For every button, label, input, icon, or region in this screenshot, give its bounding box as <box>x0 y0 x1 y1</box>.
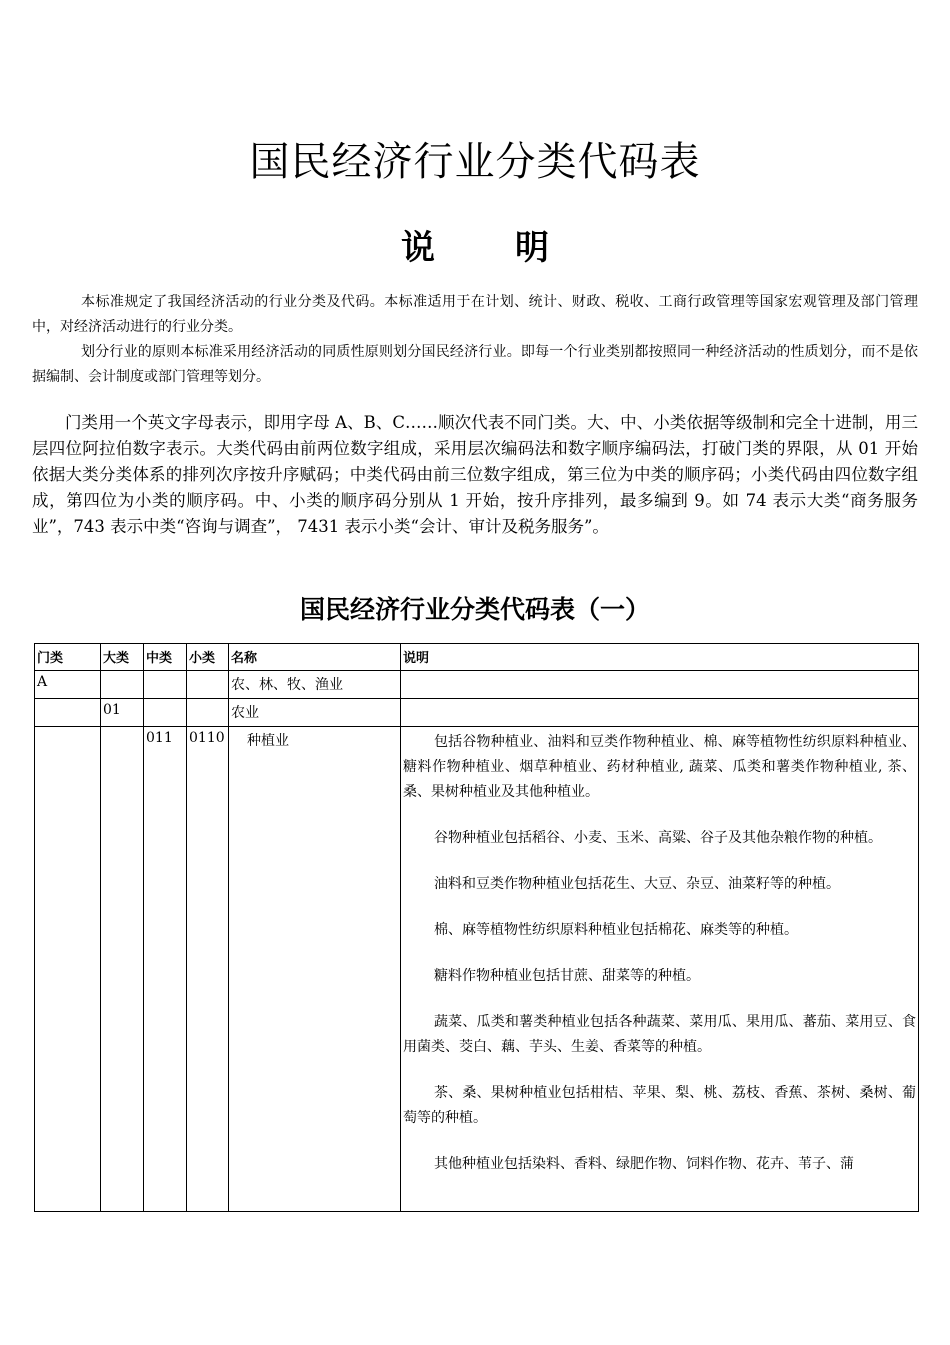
section-heading-char-2: 明 <box>515 228 549 268</box>
header-dalei: 大类 <box>101 644 144 671</box>
desc-paragraph: 蔬菜、瓜类和薯类种植业包括各种蔬菜、菜用瓜、果用瓜、蕃茄、菜用豆、食用菌类、茭白、藕、芋头、生姜、香菜等的种植。 <box>403 1014 916 1055</box>
header-name: 名称 <box>229 644 401 671</box>
header-menlei: 门类 <box>35 644 101 671</box>
desc-paragraph: 茶、桑、果树种植业包括柑桔、苹果、梨、桃、荔枝、香蕉、茶树、桑树、葡萄等的种植。 <box>403 1085 916 1126</box>
cell-zhonglei: 011 <box>144 727 187 1212</box>
header-xiaolei: 小类 <box>187 644 229 671</box>
desc-paragraph: 包括谷物种植业、油料和豆类作物种植业、棉、麻等植物性纺织原料种植业、糖料作物种植业、烟草种植业、药材种植业, 蔬菜、瓜类和薯类作物种植业, 茶、桑、果树种植业及其他种植业。 <box>403 734 916 800</box>
table-row <box>35 671 919 699</box>
section-heading <box>0 220 950 269</box>
desc-paragraph: 糖料作物种植业包括甘蔗、甜菜等的种植。 <box>434 968 700 984</box>
cell-name: 农业 <box>229 699 401 727</box>
cell-name: 农、林、牧、渔业 <box>229 671 401 699</box>
table-header-row <box>35 644 919 671</box>
cell-menlei <box>35 727 101 1212</box>
cell-menlei: A <box>35 671 101 699</box>
header-zhonglei: 中类 <box>144 644 187 671</box>
table-row <box>35 699 919 727</box>
coding-rules-paragraph: 门类用一个英文字母表示，即用字母 A、B、C……顺次代表不同门类。大、中、小类依据等级制和完全十进制，用三层四位阿拉伯数字表示。大类代码由前两位数字组成，采用层次编码法和数字顺序编码法，打破门类的界限，从 01 开始依据大类分类体系的排列次序按升序赋码；中类代码由前三位数字组成，第三位为中类的顺序码；小类代码由四位数字组成，第四位为小类的顺序码。中、小类的顺序码分别从 1 开始，按升序排列，最多编到 9。如 74 表示大类“商务服务业”，743 表示中类“咨询与调查”， 7431 表示小类“会计、审计及税务服务”。 <box>32 413 918 536</box>
intro-paragraph: 划分行业的原则本标准采用经济活动的同质性原则划分国民经济行业。即每一个行业类别都按照同一种经济活动的性质划分，而不是依据编制、会计制度或部门管理等划分。 <box>32 344 918 385</box>
document-title: 国民经济行业分类代码表 <box>249 139 701 185</box>
cell-zhonglei <box>144 671 187 699</box>
cell-dalei <box>101 671 144 699</box>
cell-desc <box>401 727 919 1212</box>
cell-xiaolei <box>187 671 229 699</box>
desc-paragraph: 棉、麻等植物性纺织原料种植业包括棉花、麻类等的种植。 <box>434 922 798 938</box>
cell-menlei <box>35 699 101 727</box>
classification-table <box>34 643 919 1212</box>
desc-paragraph: 油料和豆类作物种植业包括花生、大豆、杂豆、油菜籽等的种植。 <box>434 876 840 892</box>
cell-dalei: 01 <box>101 699 144 727</box>
cell-dalei <box>101 727 144 1212</box>
cell-xiaolei <box>187 699 229 727</box>
desc-paragraph: 其他种植业包括染料、香料、绿肥作物、饲料作物、花卉、苇子、蒲 <box>434 1156 854 1172</box>
section-heading-char-1: 说 <box>401 228 435 268</box>
intro-paragraph: 本标准规定了我国经济活动的行业分类及代码。本标准适用于在计划、统计、财政、税收、工商行政管理等国家宏观管理及部门管理中，对经济活动进行的行业分类。 <box>32 294 918 335</box>
table-title: 国民经济行业分类代码表（一） <box>299 595 650 624</box>
table-row <box>35 727 919 1212</box>
cell-xiaolei: 0110 <box>187 727 229 1212</box>
desc-paragraph: 谷物种植业包括稻谷、小麦、玉米、高粱、谷子及其他杂粮作物的种植。 <box>434 830 882 846</box>
cell-desc <box>401 671 919 699</box>
cell-zhonglei <box>144 699 187 727</box>
cell-name: 种植业 <box>229 727 401 1212</box>
cell-desc <box>401 699 919 727</box>
header-desc: 说明 <box>401 644 919 671</box>
